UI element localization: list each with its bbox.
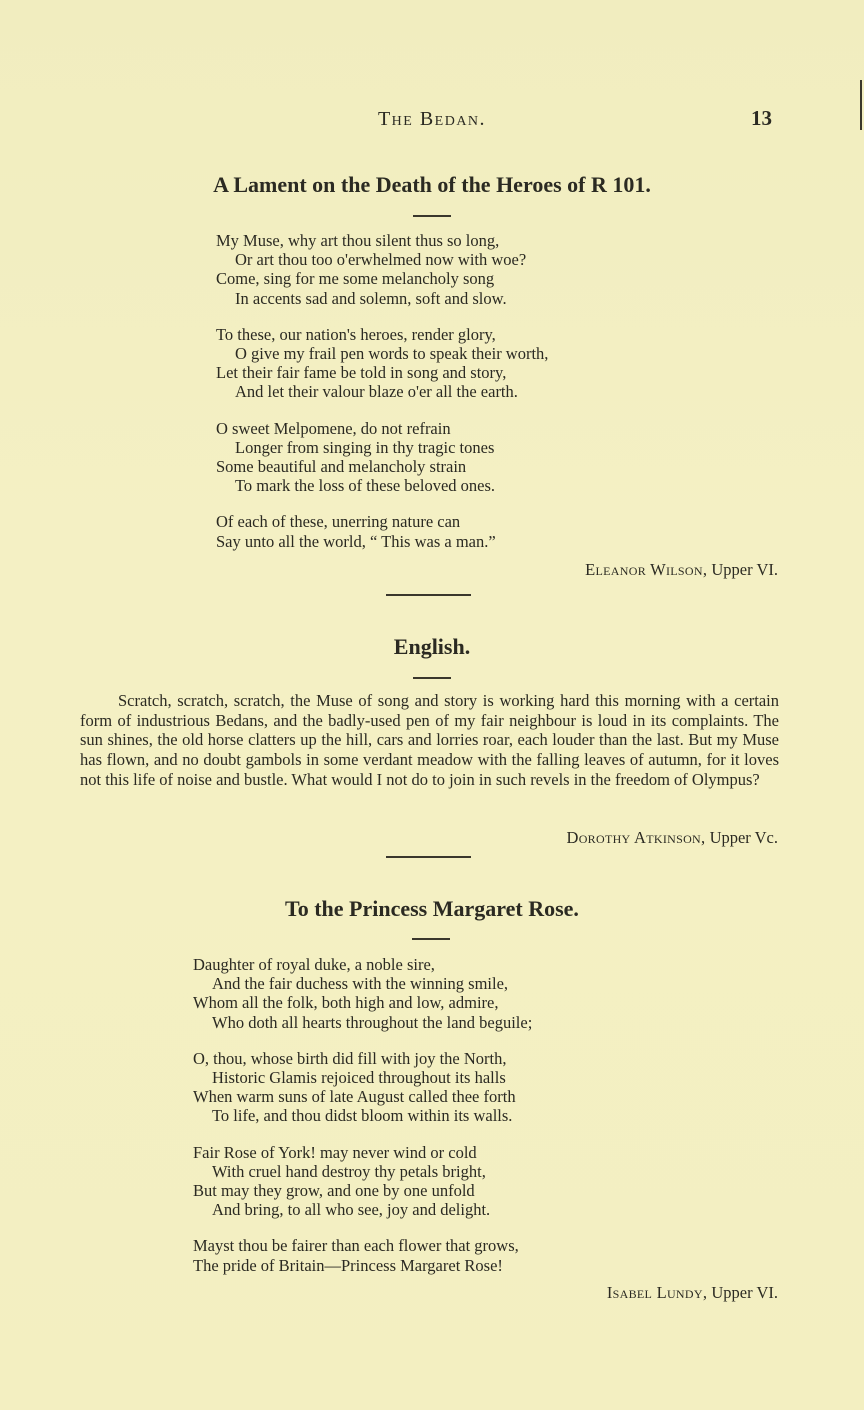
poem-line: Or art thou too o'erwhelmed now with woe? bbox=[235, 250, 527, 270]
stanza bbox=[216, 419, 548, 496]
section-title-english: English. bbox=[393, 634, 471, 659]
poem-line: But may they grow, and one by one unfold bbox=[193, 1181, 475, 1201]
poem-line: O sweet Melpomene, do not refrain bbox=[216, 418, 451, 438]
poem-princess bbox=[193, 955, 532, 1292]
poem-line: To these, our nation's heroes, render glory, bbox=[216, 324, 496, 344]
poem-line: With cruel hand destroy thy petals bright, bbox=[212, 1161, 486, 1181]
stanza bbox=[193, 1143, 532, 1220]
author-name: Dorothy Atkinson, bbox=[566, 828, 706, 847]
section-divider bbox=[386, 594, 471, 596]
stanza bbox=[193, 955, 532, 1032]
stanza bbox=[216, 231, 548, 308]
poem-line: In accents sad and solemn, soft and slow. bbox=[235, 288, 507, 308]
running-title: The Bedan. bbox=[377, 108, 487, 130]
title-rule bbox=[413, 677, 451, 679]
author-form: Upper VI. bbox=[711, 1283, 778, 1302]
poem-line: Who doth all hearts throughout the land beguile; bbox=[212, 1012, 533, 1032]
poem-line: O give my frail pen words to speak their worth, bbox=[235, 344, 549, 364]
poem-line: Some beautiful and melancholy strain bbox=[216, 457, 467, 477]
poem-line: Let their fair fame be told in song and story, bbox=[216, 363, 507, 383]
poem-line: Mayst thou be fairer than each flower that grows, bbox=[193, 1236, 519, 1256]
poem-line: When warm suns of late August called thee forth bbox=[193, 1087, 516, 1107]
poem-line: The pride of Britain—Princess Margaret Rose! bbox=[193, 1255, 503, 1275]
author-form: Upper Vc. bbox=[709, 828, 778, 847]
author-name: Eleanor Wilson, bbox=[585, 560, 708, 579]
page-number: 13 bbox=[751, 106, 772, 130]
signature-princess bbox=[607, 1283, 778, 1303]
prose-english bbox=[80, 691, 779, 790]
stanza bbox=[216, 512, 548, 550]
stanza bbox=[216, 325, 548, 402]
poem-line: To mark the loss of these beloved ones. bbox=[235, 476, 496, 496]
poem-line: My Muse, why art thou silent thus so long, bbox=[216, 231, 500, 250]
poem-line: Come, sing for me some melancholy song bbox=[216, 269, 495, 289]
stanza bbox=[193, 1049, 532, 1126]
poem-line: Say unto all the world, “ This was a man.” bbox=[216, 531, 496, 551]
section-title-princess: To the Princess Margaret Rose. bbox=[285, 896, 579, 921]
poem-line: Whom all the folk, both high and low, admire, bbox=[193, 993, 499, 1013]
poem-line: And let their valour blaze o'er all the earth. bbox=[235, 382, 518, 402]
poem-line: And bring, to all who see, joy and delight. bbox=[212, 1200, 491, 1220]
poem-line: To life, and thou didst bloom within its walls. bbox=[212, 1106, 513, 1126]
poem-line: Longer from singing in thy tragic tones bbox=[235, 437, 495, 457]
author-form: Upper VI. bbox=[711, 560, 778, 579]
stanza bbox=[193, 1236, 532, 1274]
poem-line: Historic Glamis rejoiced throughout its halls bbox=[212, 1068, 506, 1088]
poem-line: O, thou, whose birth did fill with joy the North, bbox=[193, 1048, 507, 1068]
signature-english bbox=[567, 828, 779, 848]
poem-line: Fair Rose of York! may never wind or cold bbox=[193, 1142, 477, 1162]
title-rule bbox=[413, 215, 451, 217]
poem-line: Daughter of royal duke, a noble sire, bbox=[193, 955, 435, 974]
signature-lament bbox=[585, 560, 778, 580]
poem-line: And the fair duchess with the winning smile, bbox=[212, 974, 509, 994]
poem-lament bbox=[216, 231, 548, 568]
poem-line: Of each of these, unerring nature can bbox=[216, 512, 461, 532]
author-name: Isabel Lundy, bbox=[606, 1283, 708, 1302]
paragraph: Scratch, scratch, scratch, the Muse of song and story is working hard this morning with a certain form of industrious Bedans, and the badly-used pen of my fair neighbour is loud in its complaints. The sun shines, the old horse clatters up the hill, cars and lorries roar, each louder than the last. But my Muse has flown, and no doubt gambols in some verdant meadow with the falling leaves of autumn, for it loves not this life of noise and bustle. What would I not do to join in such revels in the freedom of Olympus? bbox=[80, 691, 779, 789]
title-rule bbox=[412, 938, 450, 940]
section-divider bbox=[386, 856, 471, 858]
section-title-lament: A Lament on the Death of the Heroes of R 101. bbox=[213, 172, 651, 197]
